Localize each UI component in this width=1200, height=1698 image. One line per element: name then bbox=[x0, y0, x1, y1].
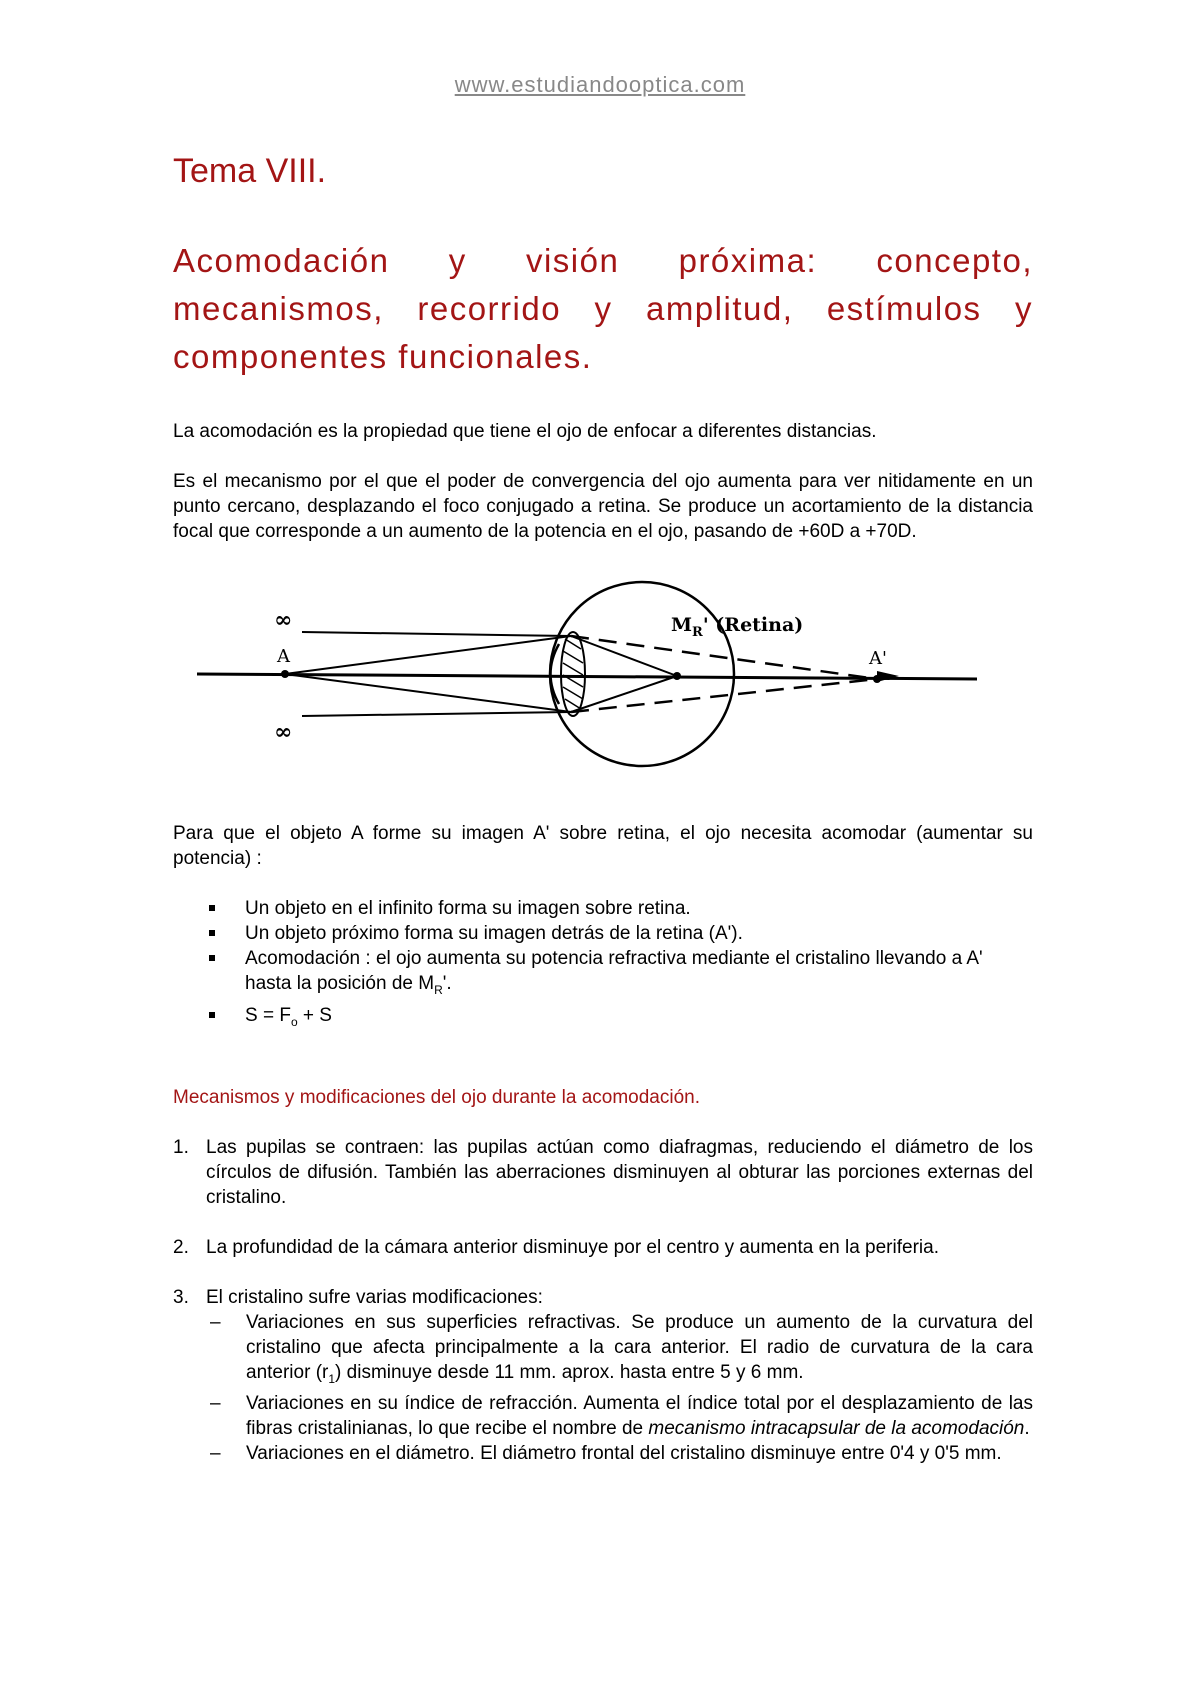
ray-infinity-top bbox=[302, 632, 571, 636]
list-item: Un objeto en el infinito forma su imagen sobre retina. bbox=[173, 896, 1033, 921]
label-a: A bbox=[277, 646, 290, 667]
accommodation-diagram bbox=[173, 579, 1033, 799]
intro-paragraph-1: La acomodación es la propiedad que tiene el ojo de enfocar a diferentes distancias. bbox=[173, 421, 877, 442]
bullet-square-icon bbox=[209, 905, 215, 911]
list-item: 1. Las pupilas se contraen: las pupilas actúan como diafragmas, reduciendo el diámetro de los círculos de difusión. También las aberraciones disminuyen al obturar las porciones externas del cristalino. bbox=[173, 1136, 1033, 1208]
list-item: Un objeto próximo forma su imagen detrás de la retina (A'). bbox=[173, 921, 1033, 946]
list-item: 2. La profundidad de la cámara anterior disminuye por el centro y aumenta en la periferia. bbox=[173, 1236, 939, 1258]
list-item: Acomodación : el ojo aumenta su potencia refractiva mediante el cristalino llevando a A' hasta la posición de $M_R'$. bbox=[173, 946, 1033, 1003]
eye-ray-diagram bbox=[187, 579, 1007, 799]
ray-converge-top bbox=[571, 636, 677, 676]
accommodation-bullet-list bbox=[173, 896, 1033, 1035]
point-mr bbox=[673, 672, 681, 680]
lens-modifications-list bbox=[206, 1310, 1033, 1467]
eyeball-outline bbox=[550, 582, 734, 766]
chapter-title: Acomodación y visión próxima: concepto, mecanismos, recorrido y amplitud, estímulos y componentes funcionales. bbox=[173, 242, 1033, 375]
list-item: 3. El cristalino sufre varias modificaciones: – Variaciones en sus superficies refractivas. Se produce un aumento de la curvatura del cristalino que afecta principalmente a la cara anterior. El radio de curvatura de la cara anterior $(r_1)$ disminuye desde 11 mm. aprox. hasta entre 5 y 6 mm. – Variaciones en su índice de refracción. Aumenta el índice total por el desplazamiento de las fibras cristalinianas, lo que recibe el nombre de mecanismo intracapsular de la acomodación. – Variaciones en el diámetro. El diámetro frontal del cristalino disminuye entre 0'4 y 0'5 mm. bbox=[173, 1286, 1033, 1465]
list-item: $S = F_o + S$ bbox=[173, 1003, 1033, 1035]
ray-converge-bottom bbox=[571, 676, 677, 712]
list-item: – Variaciones en sus superficies refractivas. Se produce un aumento de la curvatura del cristalino que afecta principalmente a la cara anterior. El radio de curvatura de la cara anterior $(r_1)$ disminuye desde 11 mm. aprox. hasta entre 5 y 6 mm. bbox=[210, 1311, 1033, 1386]
list-item: – Variaciones en el diámetro. El diámetro frontal del cristalino disminuye entre 0'4 y 0'5 mm. bbox=[210, 1443, 1002, 1465]
accommodation-explanation: Para que el objeto A forme su imagen A' sobre retina, el ojo necesita acomodar (aumentar su potencia) : bbox=[173, 823, 1033, 869]
bullet-square-icon bbox=[209, 930, 215, 936]
label-a-prime: A' bbox=[869, 648, 887, 669]
ray-infinity-bottom bbox=[302, 712, 571, 716]
label-infinity-bottom: ∞ bbox=[274, 719, 293, 745]
bullet-square-icon bbox=[209, 955, 215, 961]
list-item: – Variaciones en su índice de refracción. Aumenta el índice total por el desplazamiento de las fibras cristalinianas, lo que recibe el nombre de mecanismo intracapsular de la acomodación. bbox=[210, 1393, 1033, 1440]
site-url-link[interactable]: www.estudiandooptica.com bbox=[454, 72, 746, 97]
mechanisms-list bbox=[173, 1135, 1033, 1467]
point-a-prime bbox=[873, 675, 881, 683]
intro-paragraph-2: Es el mecanismo por el que el poder de convergencia del ojo aumenta para ver nitidamente en un punto cercano, desplazando el foco conjugado a retina. Se produce un acortamiento de la distancia focal que corresponde a un aumento de la potencia en el ojo, pasando de +60D a +70D. bbox=[173, 471, 1033, 542]
point-a bbox=[281, 670, 289, 678]
chapter-number: Tema VIII. bbox=[173, 152, 327, 190]
document-body bbox=[173, 140, 1033, 1491]
label-mr-retina: $M_R'$ (Retina) bbox=[671, 614, 804, 640]
ray-a-bottom bbox=[285, 674, 571, 712]
lens-hatching bbox=[563, 639, 583, 709]
ray-dashed-top bbox=[571, 636, 877, 679]
label-infinity-top: ∞ bbox=[274, 607, 293, 633]
ray-a-top bbox=[285, 636, 571, 674]
bullet-square-icon bbox=[209, 1012, 215, 1018]
section-heading: Mecanismos y modificaciones del ojo durante la acomodación. bbox=[173, 1086, 700, 1108]
